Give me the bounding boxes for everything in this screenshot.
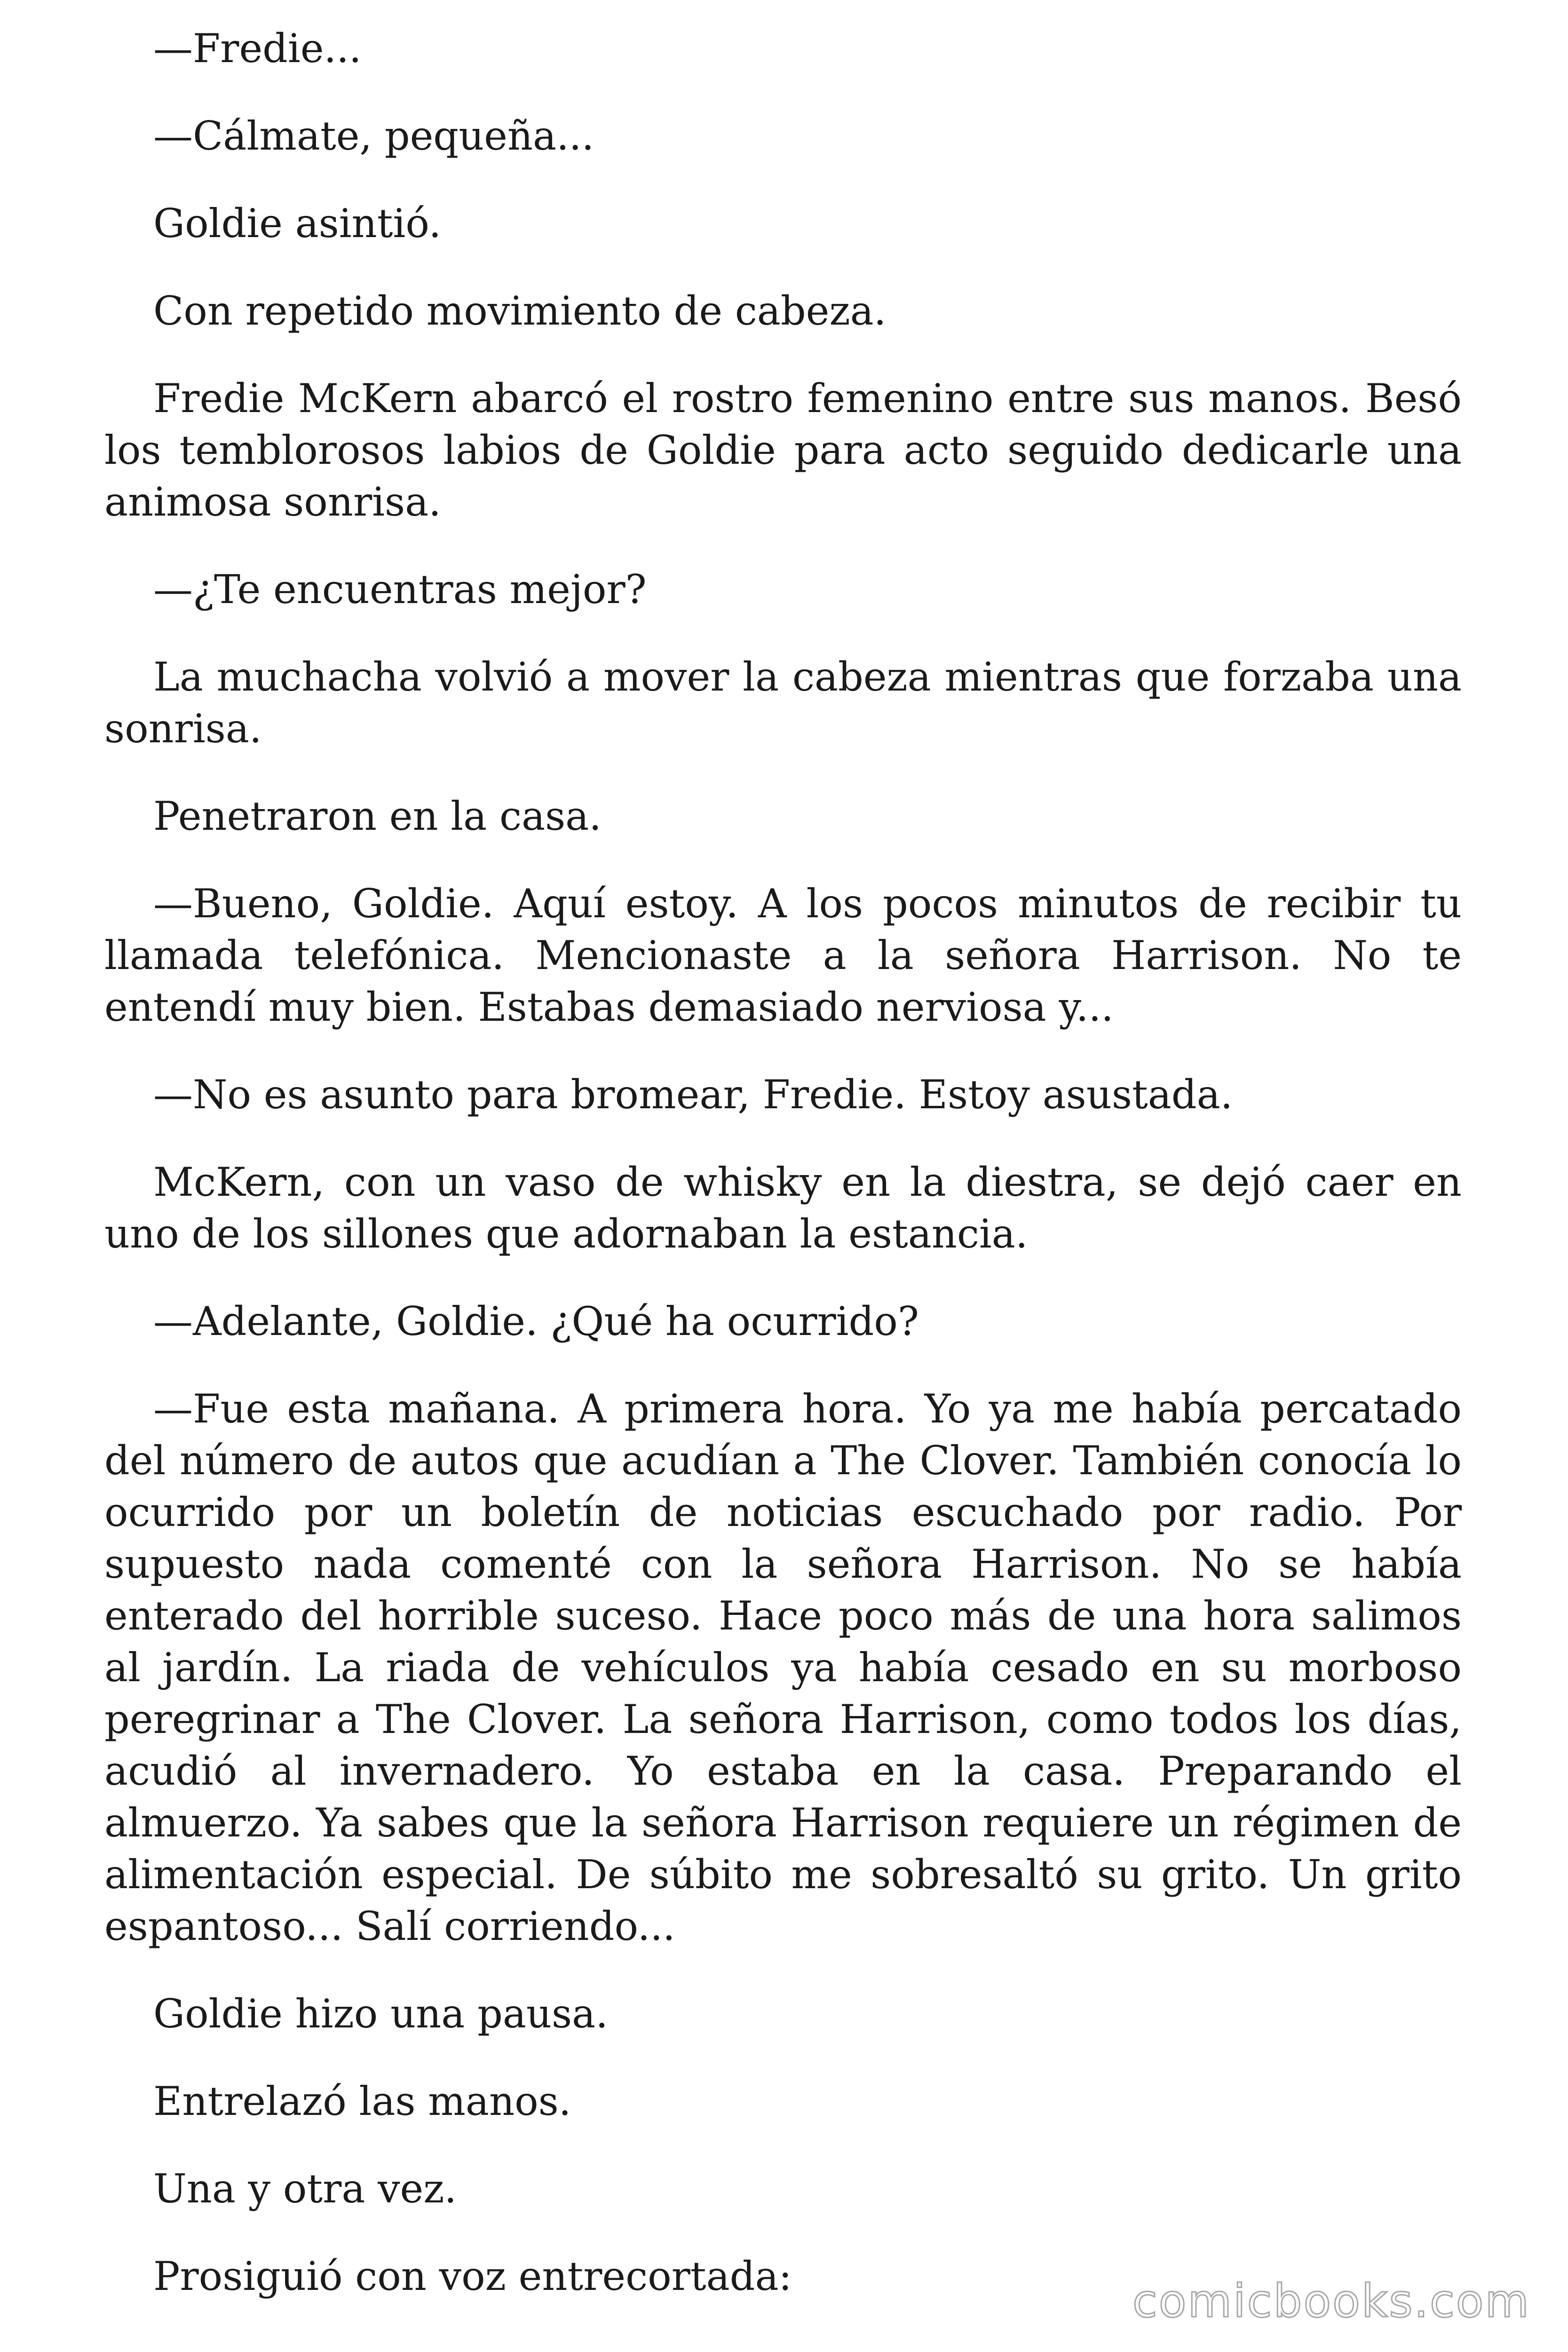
paragraph: Una y otra vez. [153,2166,457,2212]
paragraph: Goldie asintió. [153,200,442,246]
paragraph: —¿Te encuentras mejor? [153,566,647,612]
paragraph: Entrelazó las manos. [153,2078,571,2124]
paragraph: Goldie hizo una pausa. [153,1991,608,2037]
paragraph: —Adelante, Goldie. ¿Qué ha ocurrido? [153,1298,919,1344]
paragraph: McKern, con un vaso de whisky en la diestra, se dejó caer en uno de los sillones que adornaban la estancia. [104,1159,1462,1257]
paragraph: —Cálmate, pequeña... [153,113,594,159]
paragraph: —No es asunto para bromear, Fredie. Estoy asustada. [153,1072,1233,1118]
paragraph: Fredie McKern abarcó el rostro femenino entre sus manos. Besó los temblorosos labios de Goldie para acto seguido dedicarle una animosa sonrisa. [104,375,1462,525]
paragraph: Con repetido movimiento de cabeza. [153,288,887,334]
paragraph: —Bueno, Goldie. Aquí estoy. A los pocos minutos de recibir tu llamada telefónica. Mencionaste a la señora Harrison. No te entendí muy bien. Estabas demasiado nerviosa y... [104,881,1462,1030]
paragraph: La muchacha volvió a mover la cabeza mientras que forzaba una sonrisa. [104,654,1462,752]
paragraph: —Fredie... [153,25,362,72]
paragraph: Prosiguió con voz entrecortada: [153,2253,792,2299]
text-column [104,23,1462,2338]
paragraph: Penetraron en la casa. [153,793,602,839]
paragraph: —Fue esta mañana. A primera hora. Yo ya me había percatado del número de autos que acudían a The Clover. También conocía lo ocurrido por un boletín de noticias escuchado por radio. Por supuesto nada comenté con la señora Harrison. No se había enterado del horrible suceso. Hace poco más de una hora salimos al jardín. La riada de vehículos ya había cesado en su morboso peregrinar a The Clover. La señora Harrison, como todos los días, acudió al invernadero. Yo estaba en la casa. Preparando el almuerzo. Ya sabes que la señora Harrison requiere un régimen de alimentación especial. De súbito me sobresaltó su grito. Un grito espantoso... Salí corriendo... [104,1386,1462,1949]
watermark-logo: comicbooks.com [1132,2275,1530,2328]
